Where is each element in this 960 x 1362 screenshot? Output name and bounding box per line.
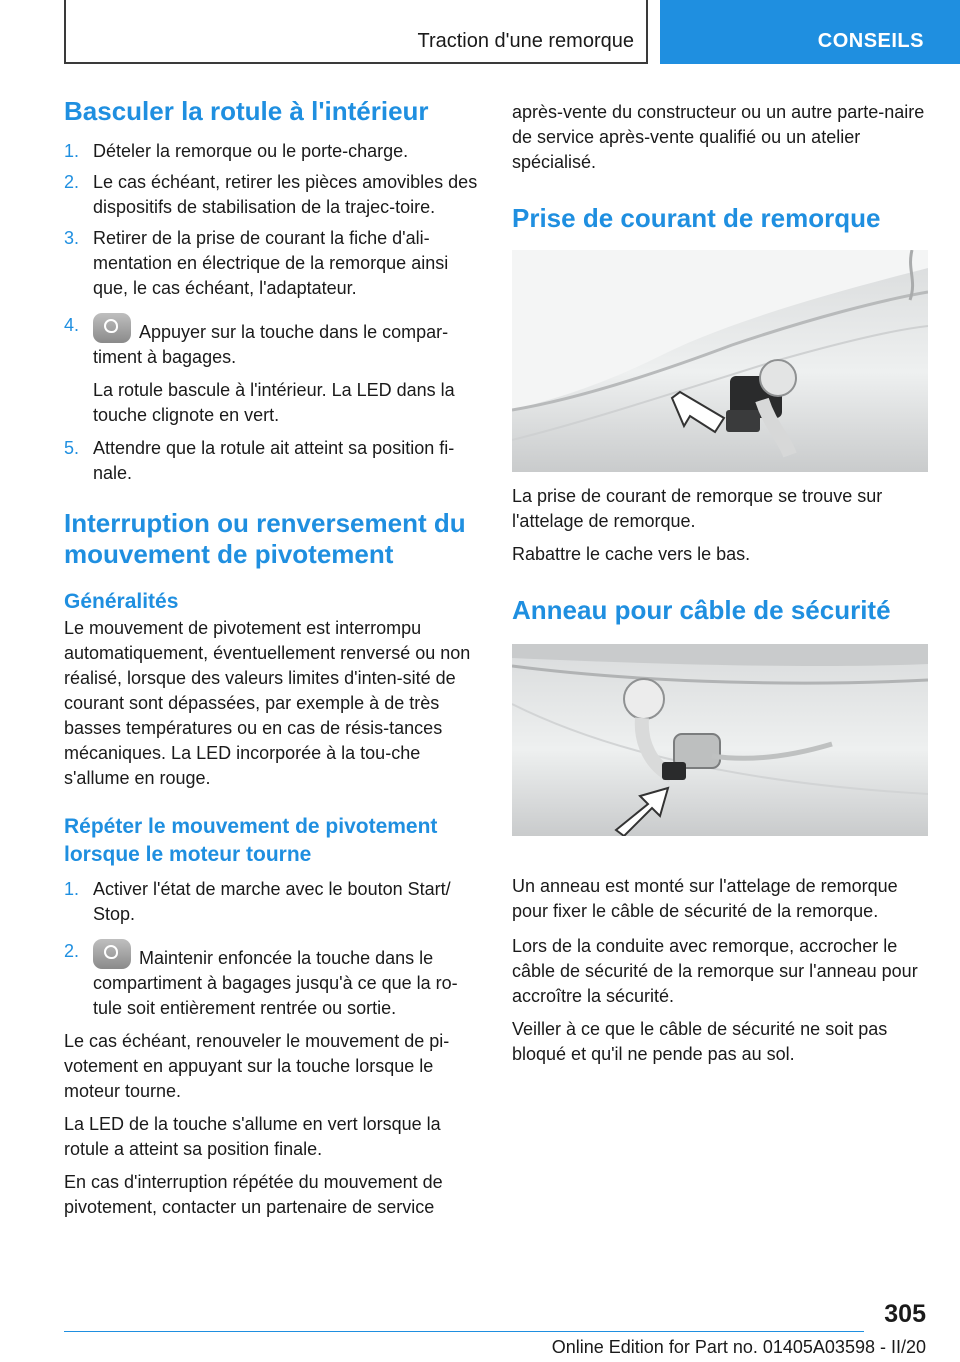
chapter-title: CONSEILS [817,30,924,52]
paragraph-anneau-1: Un anneau est monté sur l'attelage de remorque pour fixer le câble de sécurité de la remorque. [512,876,898,921]
heading-prise: Prise de courant de remorque [512,203,881,233]
paragraph-continued: après-vente du constructeur ou un autre parte-naire de service après-vente qualifié ou un atelier spécialisé. [512,102,925,172]
list-item: 2. Le cas échéant, retirer les pièces amovibles des dispositifs de stabilisation de la trajec-toire. [64,172,478,217]
paragraph-generalites: Le mouvement de pivotement est interrompu automatiquement, éventuellement renversé ou non réalisé, lorsque des valeurs limites d'inten-sité de courant sont dépassées, par exemple à de très basses températures ou en cas de résis-tances mécaniques. La LED incorporée à la tou-che s'allume en rouge. [64,618,471,788]
heading-generalites: Généralités [64,590,179,613]
paragraph-renouveler: Le cas échéant, renouveler le mouvement de pi-votement en appuyant sur la touche lorsque le moteur tourne. [64,1031,450,1101]
footer-divider [64,1331,864,1332]
left-column [64,96,478,1220]
paragraph-prise-2: Rabattre le cache vers le bas. [512,544,751,564]
heading-interruption: Interruption ou renversement du mouvement de pivotement [64,508,466,569]
list-item: 1. Activer l'état de marche avec le bouton Start/ Stop. [64,879,451,924]
list-item: 1. Dételer la remorque ou le porte-charge. [64,141,409,161]
page-number: 305 [884,1300,926,1328]
header-chapter-tab [660,0,960,64]
safety-ring-illustration [512,644,928,836]
safety-ring-figure [512,644,928,836]
section-title: Traction d'une remorque [417,30,634,52]
list-item: 2. Maintenir enfoncée la touche dans le compartiment à bagages jusqu'à ce que la ro-tule soit entièrement rentrée ou sortie. [64,941,458,1018]
steps-repeter [64,877,478,1021]
header-section-tab [64,0,648,64]
list-item: 4. Appuyer sur la touche dans le compar-timent à bagages. La rotule bascule à l'intérieur. La LED dans la touche clignote en vert. [64,315,455,425]
right-column [512,96,928,1067]
paragraph-prise-1: La prise de courant de remorque se trouve sur l'attelage de remorque. [512,486,883,531]
trailer-hitch-button-icon [93,313,131,343]
heading-basculer: Basculer la rotule à l'intérieur [64,96,429,126]
paragraph-interruption: En cas d'interruption répétée du mouvement de pivotement, contacter un partenaire de service [64,1172,443,1217]
heading-anneau: Anneau pour câble de sécurité [512,595,891,625]
list-item: 5. Attendre que la rotule ait atteint sa position fi-nale. [64,438,455,483]
paragraph-led: La LED de la touche s'allume en vert lorsque la rotule a atteint sa position finale. [64,1114,441,1159]
trailer-hitch-button-icon [93,939,131,969]
trailer-socket-illustration [512,250,928,472]
footer-edition: Online Edition for Part no. 01405A03598 - II/20 [551,1337,926,1357]
socket-figure [512,250,928,472]
heading-repeter: Répéter le mouvement de pivotement lorsque le moteur tourne [64,815,438,866]
paragraph-anneau-3: Veiller à ce que le câble de sécurité ne soit pas bloqué et qu'il ne pende pas au sol. [512,1019,888,1064]
steps-basculer [64,139,478,486]
paragraph-anneau-2: Lors de la conduite avec remorque, accrocher le câble de sécurité de la remorque sur l'anneau pour accroître la sécurité. [512,936,918,1006]
list-item: 3. Retirer de la prise de courant la fiche d'ali-mentation en électrique de la remorque ainsi que, le cas échéant, l'adaptateur. [64,228,449,298]
